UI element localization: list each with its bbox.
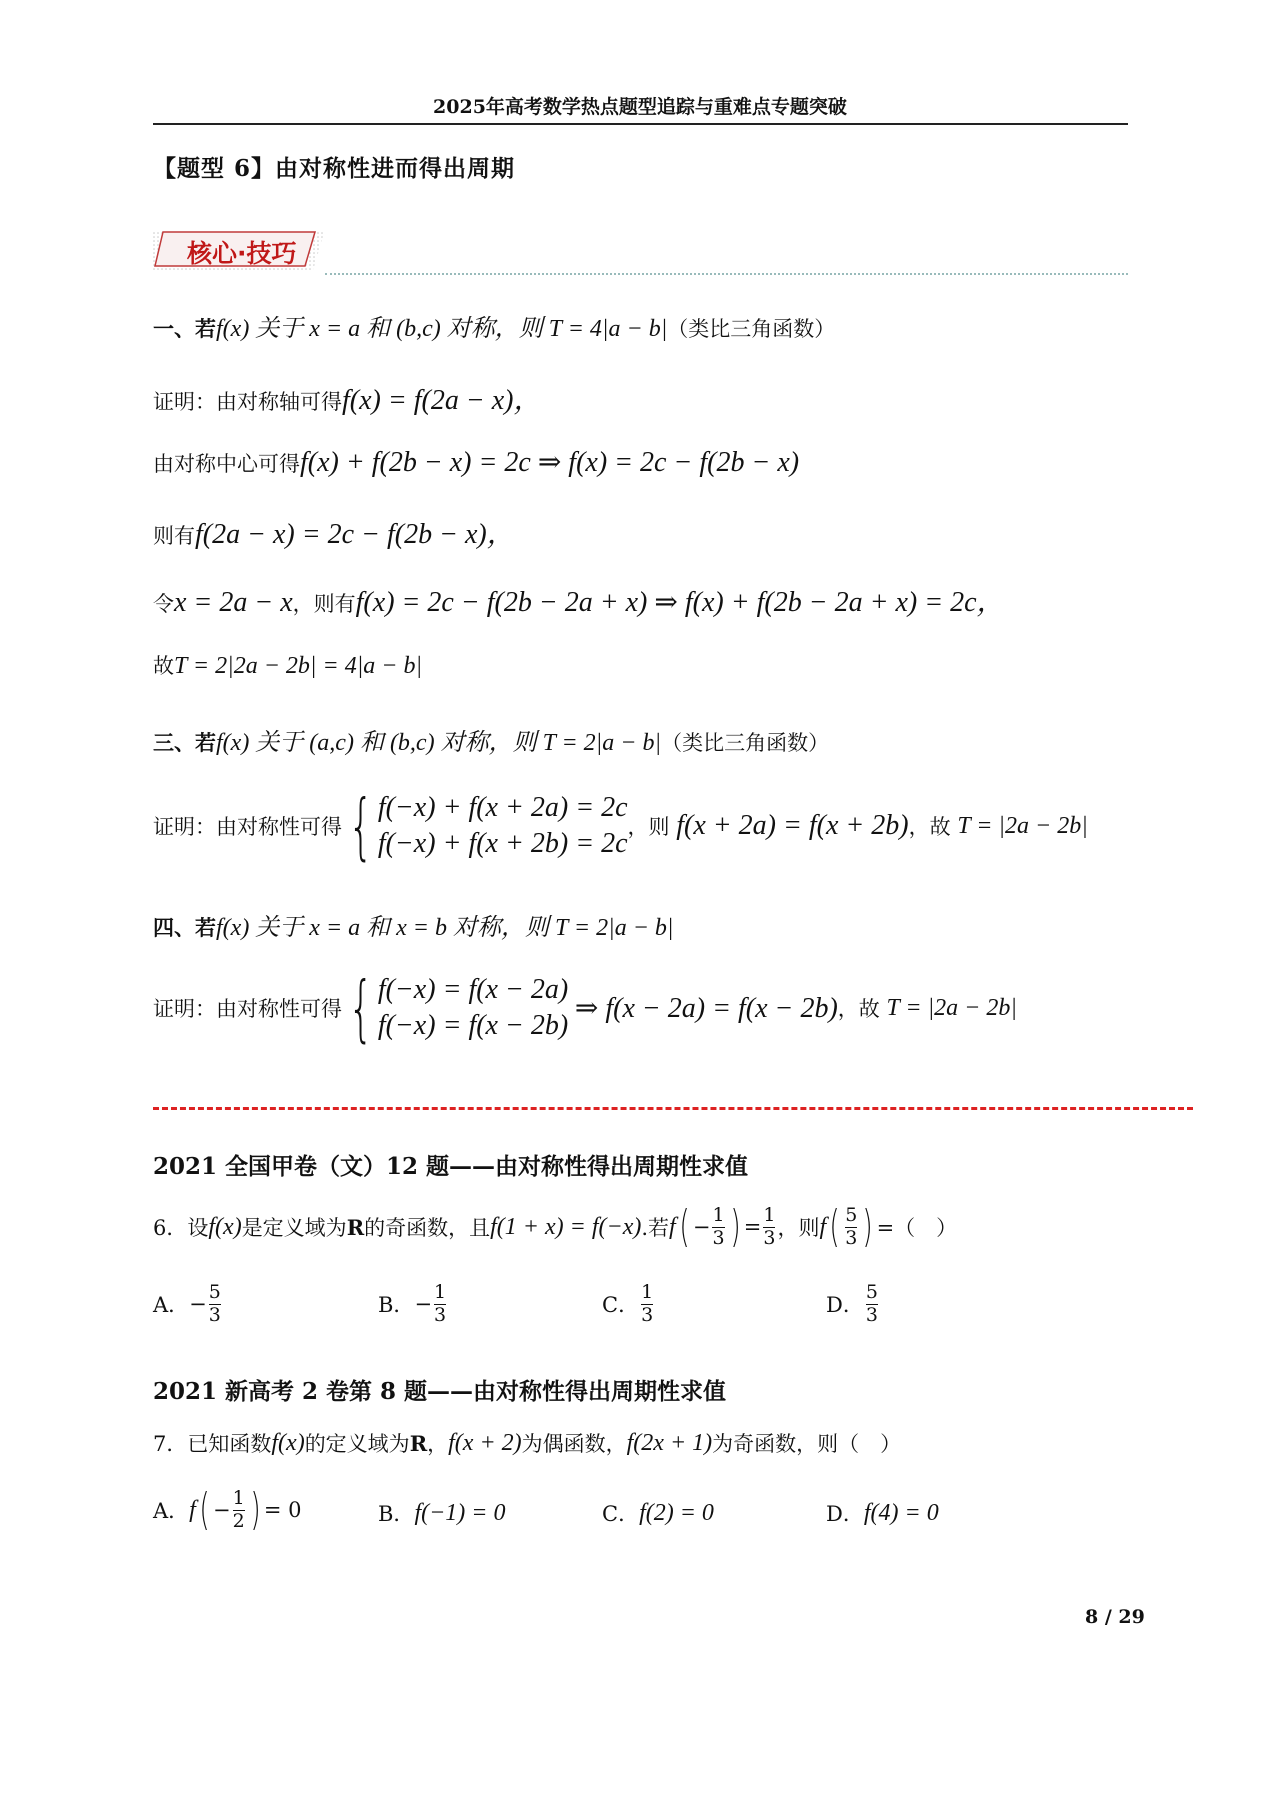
stem-text: =（ ）	[876, 1216, 958, 1240]
type-heading: 【题型 6】由对称性进而得出周期	[153, 155, 516, 182]
option-label: B．	[378, 1293, 415, 1318]
right-paren-icon: )	[250, 1484, 261, 1535]
left-paren-icon: (	[829, 1201, 840, 1252]
proof-1-line-1	[153, 378, 542, 418]
proof-math: f(x) = f(2a − x)，	[342, 385, 542, 416]
fraction	[232, 1486, 245, 1532]
proof-text: ，故	[908, 815, 951, 839]
frac-den: 3	[712, 1226, 725, 1249]
stem-math: f	[669, 1213, 676, 1240]
stem-text: 7．已知函数	[153, 1432, 272, 1456]
banner-label: 核心·技巧	[187, 239, 297, 268]
stem-math: f(x)	[208, 1213, 242, 1240]
proof-1-line-3	[153, 512, 515, 552]
frac-num: 5	[845, 1203, 858, 1226]
proof-text: ，故	[837, 997, 880, 1021]
q6-stem	[153, 1201, 958, 1252]
proof-math: x = 2a − x	[174, 587, 293, 618]
section-1-note: （类比三角函数）	[667, 317, 836, 341]
stem-text: 6．设	[153, 1216, 209, 1240]
frac-num: 5	[865, 1281, 878, 1303]
proof-1-line-5	[153, 650, 422, 680]
option-label: C．	[602, 1293, 640, 1318]
stem-text: 为偶函数，	[521, 1432, 627, 1456]
proof-text: 故	[153, 654, 174, 678]
frac-num: 1	[641, 1281, 654, 1303]
q6-title: 2021 全国甲卷（文）12 题——由对称性得出周期性求值	[153, 1153, 749, 1180]
frac-num: 1	[712, 1203, 725, 1226]
option-math: = 0	[263, 1498, 302, 1522]
section-3-note: （类比三角函数）	[661, 731, 830, 755]
proof-text: 证明：由对称性可得	[153, 997, 342, 1021]
stem-math: R	[409, 1430, 428, 1456]
proof-4	[153, 966, 1017, 1050]
q7-option-b[interactable]	[378, 1498, 505, 1528]
proof-math: f(2a − x) = 2c − f(2b − x)，	[195, 519, 515, 550]
proof-text: ，则	[627, 815, 670, 839]
fraction	[866, 1283, 878, 1326]
system-eq-1: f(−x) = f(x − 2a)	[377, 974, 569, 1005]
section-3-title	[153, 722, 829, 757]
option-label: D．	[826, 1502, 864, 1526]
option-label: C．	[602, 1502, 640, 1526]
q6-option-d[interactable]	[826, 1283, 880, 1326]
stem-math: −	[692, 1215, 711, 1239]
proof-text: ，则有	[292, 592, 356, 616]
section-4-statement: f(x) 关于 x = a 和 x = b 对称，则 T = 2|a − b|	[216, 915, 674, 941]
frac-den: 3	[434, 1303, 447, 1326]
section-divider	[153, 1107, 1193, 1110]
option-label: A．	[153, 1293, 190, 1318]
proof-1-line-2	[153, 445, 799, 479]
stem-text: 为奇函数，则（ ）	[712, 1432, 902, 1456]
option-sign: −	[414, 1292, 433, 1317]
fraction	[209, 1283, 221, 1326]
proof-math: T = |2a − 2b|	[957, 812, 1088, 839]
stem-math: R	[346, 1214, 365, 1240]
option-sign: −	[213, 1498, 231, 1522]
left-paren-icon: (	[679, 1201, 690, 1252]
option-math: f(−1) = 0	[414, 1499, 506, 1526]
fraction	[641, 1283, 653, 1326]
right-paren-icon: )	[862, 1201, 874, 1252]
section-3-statement: f(x) 关于 (a,c) 和 (b,c) 对称，则 T = 2|a − b|	[216, 730, 662, 756]
fraction	[712, 1203, 725, 1249]
left-brace-icon: {	[348, 966, 374, 1050]
system-eq-1: f(−x) + f(x + 2a) = 2c	[377, 792, 628, 823]
proof-math: f(x + 2a) = f(x + 2b)	[676, 810, 909, 841]
fraction	[845, 1203, 858, 1249]
section-1-statement: f(x) 关于 x = a 和 (b,c) 对称，则 T = 4|a − b|	[216, 316, 668, 342]
stem-text: 是定义域为	[241, 1216, 347, 1240]
system-eq-2: f(−x) = f(x − 2b)	[377, 1010, 569, 1041]
q7-option-d[interactable]	[826, 1498, 939, 1528]
q7-option-c[interactable]	[602, 1498, 714, 1528]
option-math: f(2) = 0	[639, 1499, 714, 1526]
stem-text: ，	[427, 1432, 449, 1456]
stem-text: ，则	[777, 1216, 820, 1240]
q6-option-c[interactable]	[602, 1283, 655, 1326]
frac-num: 1	[434, 1281, 447, 1303]
frac-den: 3	[641, 1303, 654, 1326]
proof-text: 令	[153, 592, 174, 616]
frac-den: 3	[763, 1226, 776, 1249]
stem-text: .若	[641, 1216, 670, 1240]
frac-num: 1	[232, 1486, 245, 1509]
stem-text: 的定义域为	[304, 1432, 410, 1456]
proof-text: 证明：由对称性可得	[153, 815, 342, 839]
frac-num: 5	[208, 1281, 221, 1303]
frac-den: 2	[232, 1509, 245, 1532]
banner-dotted-rule	[325, 273, 1128, 275]
stem-math: f(1 + x) = f(−x)	[490, 1213, 642, 1240]
frac-den: 3	[845, 1226, 858, 1249]
proof-math: f(x) = 2c − f(2b − 2a + x) ⇒ f(x) + f(2b − 2a + x) = 2c，	[355, 587, 1005, 618]
frac-den: 3	[865, 1303, 878, 1326]
q6-option-b[interactable]	[378, 1283, 448, 1326]
proof-math: T = 2|2a − 2b| = 4|a − b|	[174, 653, 423, 679]
option-math: f	[189, 1496, 196, 1523]
stem-math: f(2x + 1)	[626, 1429, 713, 1456]
stem-math: f(x)	[271, 1429, 305, 1456]
fraction	[763, 1203, 776, 1249]
proof-text: 证明：由对称轴可得	[153, 390, 342, 414]
proof-math: T = |2a − 2b|	[886, 994, 1017, 1021]
frac-num: 1	[763, 1203, 776, 1226]
option-math: f(4) = 0	[863, 1499, 939, 1526]
proof-3	[153, 784, 1088, 868]
q7-title: 2021 新高考 2 卷第 8 题——由对称性得出周期性求值	[153, 1378, 727, 1405]
section-4-prefix: 四、若	[153, 915, 216, 940]
q7-stem	[153, 1428, 901, 1458]
proof-math: f(x) + f(2b − x) = 2c ⇒ f(x) = 2c − f(2b − x)	[300, 447, 800, 478]
proof-1-line-4	[153, 580, 1005, 620]
running-header: 2025年高考数学热点题型追踪与重难点专题突破	[433, 96, 847, 118]
header-rule	[153, 123, 1128, 125]
core-skill-banner	[153, 228, 328, 272]
right-paren-icon: )	[730, 1201, 741, 1252]
section-1-title	[153, 308, 835, 343]
equation-system	[378, 792, 628, 860]
section-3-prefix: 三、若	[153, 730, 216, 755]
stem-math: f(x + 2)	[448, 1429, 522, 1456]
fraction	[434, 1283, 446, 1326]
equation-system	[378, 974, 568, 1042]
stem-text: 的奇函数，且	[364, 1216, 491, 1240]
section-1-prefix: 一、若	[153, 316, 216, 341]
left-brace-icon: {	[348, 784, 374, 868]
option-label: A．	[153, 1499, 190, 1523]
frac-den: 3	[208, 1303, 221, 1326]
option-label: B．	[378, 1502, 415, 1526]
proof-text: 则有	[153, 524, 195, 548]
section-4-title	[153, 907, 674, 942]
proof-text: 由对称中心可得	[153, 452, 300, 476]
system-eq-2: f(−x) + f(x + 2b) = 2c	[377, 828, 628, 859]
left-paren-icon: (	[199, 1484, 210, 1535]
page-number: 8 / 29	[1085, 1606, 1145, 1628]
stem-math: =	[743, 1215, 762, 1239]
option-label: D．	[826, 1293, 864, 1318]
proof-math: ⇒ f(x − 2a) = f(x − 2b)	[574, 993, 838, 1024]
stem-math: f	[819, 1213, 827, 1240]
q6-option-a[interactable]	[153, 1283, 223, 1326]
option-sign: −	[189, 1292, 207, 1317]
q7-option-a[interactable]	[153, 1484, 302, 1535]
